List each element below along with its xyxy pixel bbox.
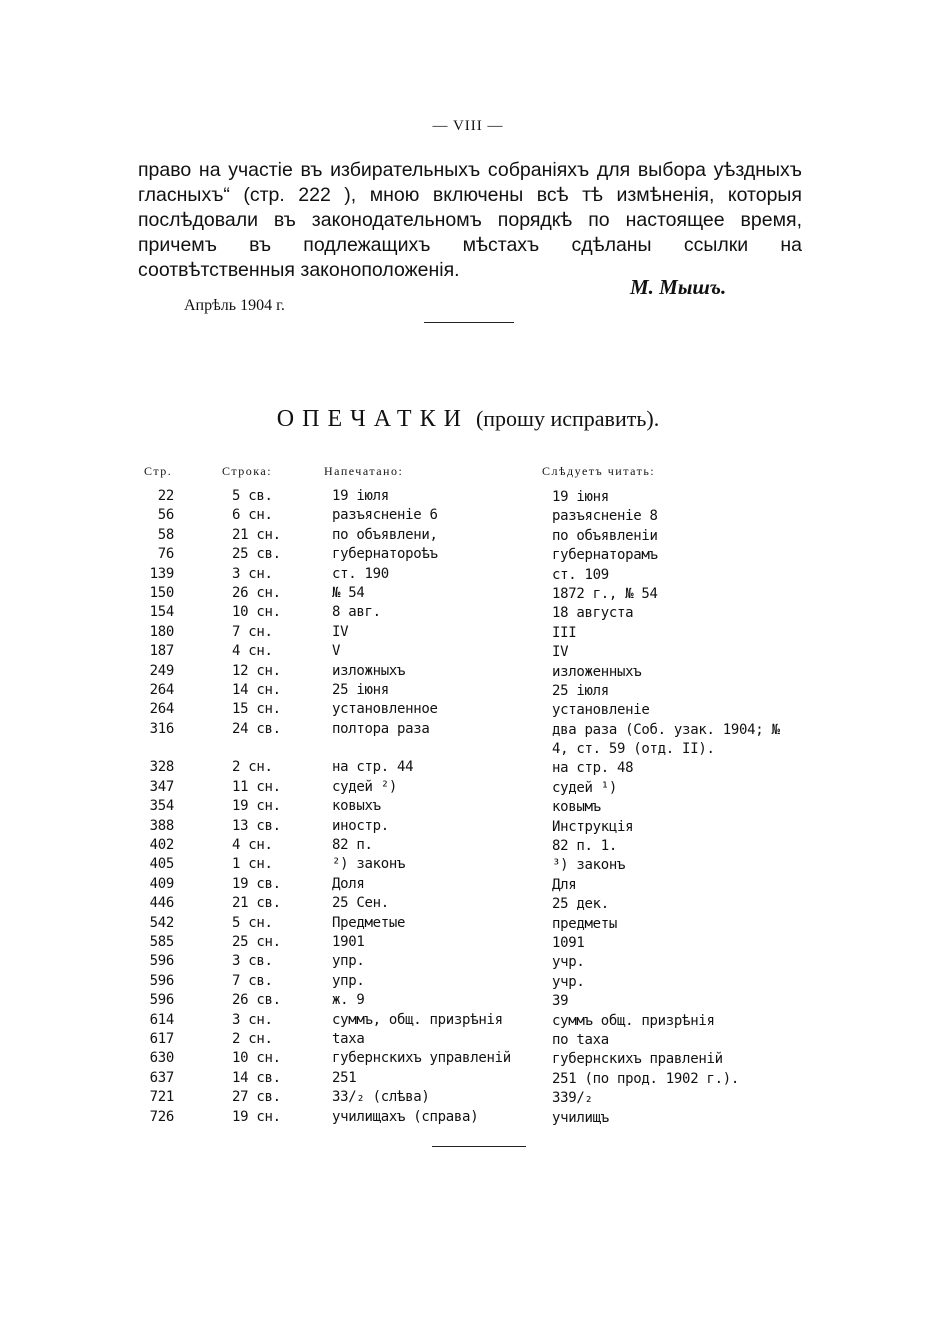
cell-line: 26 св. [232,992,281,1009]
cell-page: 150 [149,584,174,601]
table-row [0,624,936,643]
cell-printed: на стр. 44 [332,759,414,776]
cell-correct: ст. 109 [552,566,609,583]
cell-page: 405 [149,856,174,873]
cell-correct: 82 п. 1. [552,838,618,855]
cell-correct: предметы [552,915,618,932]
cell-printed: губернатороѣъ [332,546,438,563]
cell-printed: 82 п. [332,837,373,854]
cell-page: 264 [149,701,174,718]
cell-printed: 8 авг. [332,604,381,621]
errata-subtitle: (прошу исправить). [475,406,660,431]
table-row [0,701,936,720]
cell-correct: Для [552,876,577,893]
cell-line: 15 сн. [232,701,281,718]
errata-table-body [0,488,936,1128]
cell-correct: два раза (Соб. узак. 1904; № 4, ст. 59 (отд. II). [552,721,780,758]
cell-line: 19 св. [232,875,281,892]
cell-correct: судей ¹) [552,779,618,796]
cell-correct: ковымъ [552,799,601,816]
cell-line: 3 св. [232,953,273,970]
cell-page: 721 [149,1089,174,1106]
intro-paragraph [138,158,802,283]
cell-page: 409 [149,875,174,892]
cell-page: 316 [149,720,174,737]
cell-printed: иностр. [332,817,389,834]
cell-page: 180 [149,623,174,640]
cell-line: 4 сн. [232,837,273,854]
cell-printed: установленное [332,701,438,718]
cell-page: 347 [149,778,174,795]
table-row [0,1089,936,1108]
cell-printed: V [332,643,341,660]
cell-line: 5 сн. [232,914,273,931]
cell-printed: губернскихъ управленій [332,1050,511,1067]
cell-correct: училищъ [552,1109,609,1126]
cell-page: 726 [149,1108,174,1125]
cell-correct: по объявленіи [552,527,658,544]
cell-line: 12 сн. [232,662,281,679]
cell-correct: 1872 г., № 54 [552,585,658,602]
cell-page: 22 [157,488,174,504]
cell-page: 630 [149,1050,174,1067]
cell-correct: 39 [552,993,569,1010]
table-row [0,682,936,701]
cell-line: 5 св. [232,488,273,504]
cell-page: 56 [157,507,174,524]
cell-page: 249 [149,662,174,679]
cell-page: 446 [149,895,174,912]
table-row [0,934,936,953]
cell-correct: Инструкція [552,818,634,835]
table-row [0,721,936,760]
table-row [0,973,936,992]
cell-printed: 19 іюля [332,488,389,504]
cell-correct: губернскихъ правленій [552,1051,723,1068]
cell-page: 328 [149,759,174,776]
cell-printed: суммъ, общ. призрѣнія [332,1011,503,1028]
cell-correct: губернаторамъ [552,547,658,564]
author-signature: М. Мышъ. [630,275,727,299]
cell-line: 19 сн. [232,798,281,815]
table-row [0,856,936,875]
table-row [0,1050,936,1069]
cell-page: 154 [149,604,174,621]
cell-page: 596 [149,953,174,970]
cell-page: 617 [149,1030,174,1047]
cell-line: 6 сн. [232,507,273,524]
cell-printed: упр. [332,953,365,970]
cell-line: 21 св. [232,895,281,912]
cell-printed: по объявлени, [332,526,438,543]
cell-correct: изложенныхъ [552,663,642,680]
cell-correct: 1091 [552,935,585,951]
cell-printed: 33/₂ (слѣва) [332,1089,430,1106]
table-row [0,643,936,662]
cell-printed: IV [332,623,349,640]
table-row [0,818,936,837]
cell-printed: полтора раза [332,720,430,737]
cell-line: 3 сн. [232,1011,273,1028]
intro-text: право на участіе въ избирательныхъ собраніяхъ для выбора уѣздныхъ гласныхъ“ (стр. 222 ), мною включены всѣ тѣ измѣненія, которыя послѣдовали въ законодательномъ порядкѣ по настоящее время, причемъ въ подлежащихъ мѣстахъ сдѣланы ссылки на соотвѣтственныя законоположенія. [138,159,802,281]
table-row [0,798,936,817]
cell-printed: Предметые [332,914,406,931]
table-row [0,779,936,798]
errata-heading: ОПЕЧАТКИ [276,406,469,432]
table-row [0,992,936,1011]
cell-printed: № 54 [332,584,365,601]
dateline: Апрѣль 1904 г. [184,297,285,314]
cell-line: 10 сн. [232,1050,281,1067]
cell-printed: упр. [332,972,365,989]
cell-printed: ст. 190 [332,565,389,582]
table-row [0,1109,936,1128]
table-row [0,953,936,972]
cell-line: 14 сн. [232,681,281,698]
cell-line: 7 св. [232,972,273,989]
cell-line: 1 сн. [232,856,273,873]
cell-page: 596 [149,972,174,989]
cell-printed: изложныхъ [332,662,406,679]
page-number: — VIII — [432,118,504,134]
cell-correct: ³) законъ [552,857,626,874]
cell-page: 139 [149,565,174,582]
cell-correct: IV [552,644,569,661]
cell-printed: училищахъ (справа) [332,1108,479,1125]
table-row [0,604,936,623]
cell-printed: ж. 9 [332,992,365,1009]
table-row [0,759,936,778]
cell-line: 11 сн. [232,778,281,795]
table-row [0,488,936,507]
cell-line: 21 сн. [232,526,281,543]
cell-correct: учр. [552,973,585,990]
cell-line: 7 сн. [232,623,273,640]
cell-correct: III [552,624,577,641]
column-header-printed: Напечатано: [324,464,404,478]
cell-correct: 25 іюля [552,682,609,699]
cell-line: 25 св. [232,546,281,563]
table-row [0,876,936,895]
section-divider [424,322,514,323]
cell-line: 2 сн. [232,759,273,776]
cell-page: 388 [149,817,174,834]
cell-page: 402 [149,837,174,854]
cell-printed: разъясненіе 6 [332,507,438,524]
cell-line: 2 сн. [232,1030,273,1047]
cell-page: 596 [149,992,174,1009]
cell-correct: 339/₂ [552,1090,593,1107]
column-header-correct: Слѣдуетъ читать: [542,464,656,478]
cell-correct: 19 іюня [552,489,609,505]
cell-correct: 18 августа [552,605,634,622]
cell-page: 58 [157,526,174,543]
errata-table-header [0,464,936,482]
cell-line: 24 св. [232,720,281,737]
cell-printed: 25 Сен. [332,895,389,912]
cell-correct: разъясненіе 8 [552,508,658,525]
table-row [0,1012,936,1031]
cell-page: 585 [149,934,174,950]
table-row [0,915,936,934]
table-row [0,663,936,682]
cell-correct: по taxa [552,1031,609,1048]
table-row [0,507,936,526]
cell-line: 19 сн. [232,1108,281,1125]
cell-page: 542 [149,914,174,931]
cell-correct: 251 (по прод. 1902 г.). [552,1070,739,1087]
table-row [0,527,936,546]
cell-correct: на стр. 48 [552,760,634,777]
cell-page: 76 [157,546,174,563]
cell-printed: 1901 [332,934,365,950]
table-row [0,1031,936,1050]
table-row [0,546,936,565]
cell-line: 26 сн. [232,584,281,601]
cell-printed: ковыхъ [332,798,381,815]
cell-line: 10 сн. [232,604,281,621]
cell-page: 354 [149,798,174,815]
column-header-line: Строка: [222,464,273,478]
cell-line: 25 сн. [232,934,281,950]
cell-printed: 25 іюня [332,681,389,698]
table-row [0,585,936,604]
cell-line: 14 св. [232,1069,281,1086]
cell-page: 614 [149,1011,174,1028]
column-header-page: Стр. [144,464,173,478]
cell-page: 187 [149,643,174,660]
table-row [0,837,936,856]
cell-line: 3 сн. [232,565,273,582]
cell-printed: ²) законъ [332,856,406,873]
table-row [0,1070,936,1089]
cell-line: 27 св. [232,1089,281,1106]
cell-line: 4 сн. [232,643,273,660]
cell-correct: установленіе [552,702,650,719]
cell-printed: Доля [332,875,365,892]
end-divider [432,1146,526,1147]
errata-title [0,406,936,433]
table-row [0,895,936,914]
cell-correct: 25 дек. [552,896,609,913]
table-row [0,566,936,585]
cell-correct: суммъ общ. призрѣнія [552,1012,715,1029]
cell-page: 637 [149,1069,174,1086]
cell-printed: судей ²) [332,778,398,795]
cell-printed: taxa [332,1030,365,1047]
cell-printed: 251 [332,1069,357,1086]
cell-line: 13 св. [232,817,281,834]
cell-correct: учр. [552,954,585,971]
cell-page: 264 [149,681,174,698]
